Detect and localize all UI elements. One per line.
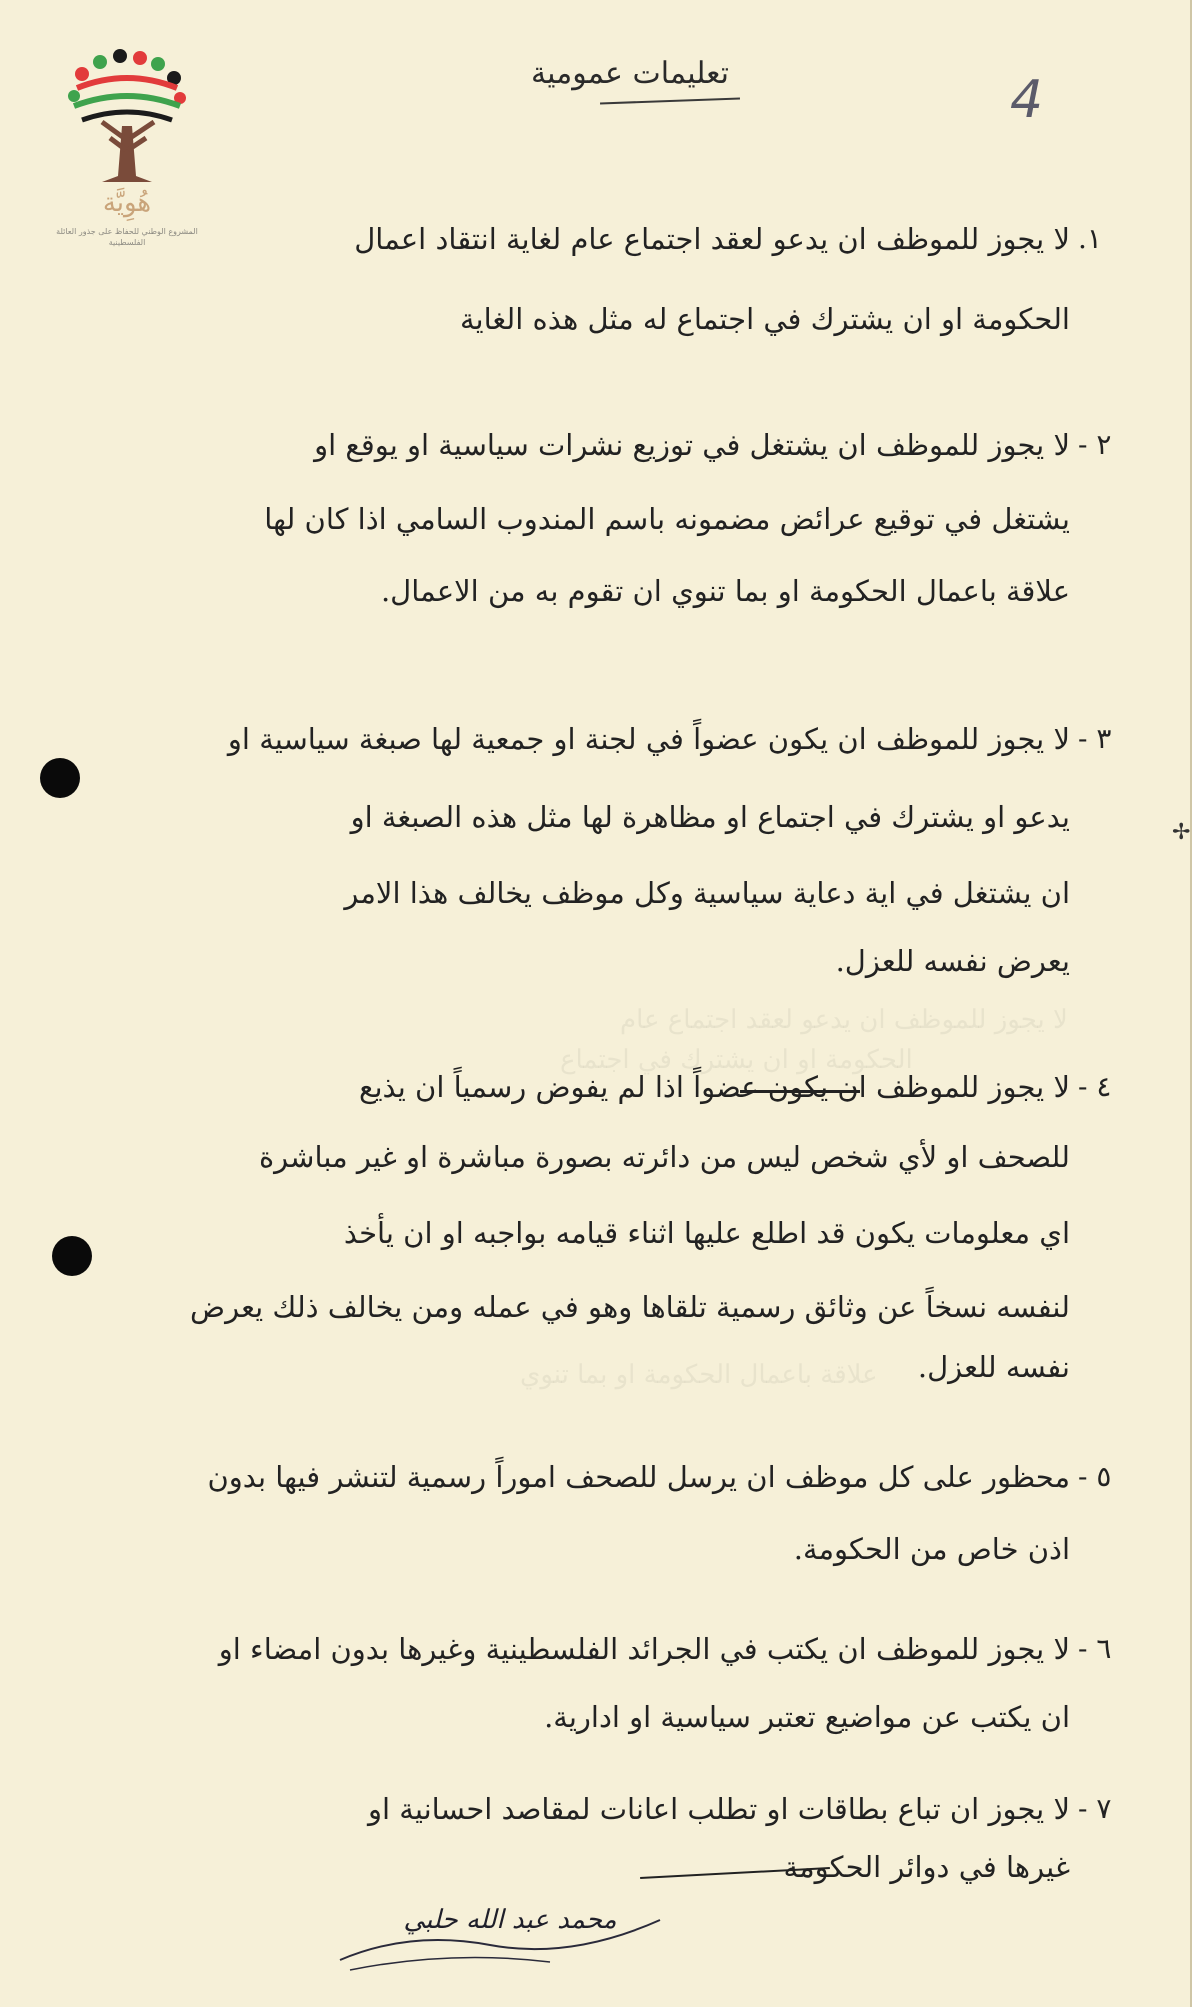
page-number: 4	[1010, 70, 1044, 130]
punch-hole	[52, 1236, 92, 1276]
signature-flourish	[330, 1890, 690, 1980]
item-line: ان يشتغل في اية دعاية سياسية وكل موظف يخالف هذا الامر	[344, 876, 1070, 910]
item-line: يشتغل في توقيع عرائض مضمونه باسم المندوب السامي اذا كان لها	[264, 502, 1070, 536]
item-number: ٢ -	[1078, 428, 1112, 461]
strikethrough-mark	[740, 1090, 860, 1093]
item-line: ان يكتب عن مواضيع تعتبر سياسية او ادارية.	[544, 1700, 1070, 1734]
punch-hole	[40, 758, 80, 798]
item-line: لا يجوز للموظف ان يكون عضواً في لجنة او جمعية لها صبغة سياسية او	[227, 722, 1070, 756]
item-line: غيرها في دوائر الحكومة	[783, 1850, 1070, 1884]
item-line: لا يجوز ان تباع بطاقات او تطلب اعانات لمقاصد احسانية او	[368, 1792, 1070, 1826]
item-line: محظور على كل موظف ان يرسل للصحف اموراً رسمية لتنشر فيها بدون	[207, 1460, 1070, 1494]
item-line: لا يجوز للموظف ان يشتغل في توزيع نشرات سياسية او يوقع او	[314, 428, 1070, 462]
item-line: للصحف او لأي شخص ليس من دائرته بصورة مباشرة او غير مباشرة	[258, 1140, 1070, 1174]
item-line: لا يجوز للموظف ان يدعو لعقد اجتماع عام لغاية انتقاد اعمال	[354, 222, 1070, 256]
item-line: يدعو او يشترك في اجتماع او مظاهرة لها مثل هذه الصبغة او	[350, 800, 1070, 834]
item-line: لا يجوز للموظف ان يكون عضواً اذا لم يفوض رسمياً ان يذيع	[359, 1070, 1070, 1104]
item-number: ٤ -	[1078, 1070, 1112, 1103]
bleed-through-text: علاقة باعمال الحكومة او بما تنوي	[520, 1360, 878, 1390]
margin-mark: ✢	[1172, 820, 1191, 845]
title-underline	[600, 98, 740, 105]
item-number: ٧ -	[1078, 1792, 1112, 1825]
bleed-through-text: لا يجوز للموظف ان يدعو لعقد اجتماع عام	[620, 1005, 1068, 1035]
bleed-through-text: الحكومة او ان يشترك في اجتماع	[560, 1045, 913, 1075]
item-line: نفسه للعزل.	[917, 1350, 1070, 1384]
item-line: اذن خاص من الحكومة.	[793, 1532, 1070, 1566]
item-number: ١.	[1078, 222, 1102, 255]
item-line: اي معلومات يكون قد اطلع عليها اثناء قيامه بواجبه او ان يأخذ	[343, 1216, 1070, 1250]
logo	[56, 48, 198, 263]
item-line: لنفسه نسخاً عن وثائق رسمية تلقاها وهو في عمله ومن يخالف ذلك يعرض	[190, 1290, 1070, 1324]
item-line: علاقة باعمال الحكومة او بما تنوي ان تقوم به من الاعمال.	[380, 574, 1070, 608]
logo-name: هُوِيَّة	[102, 188, 152, 218]
tree-people-icon	[62, 48, 192, 188]
item-number: ٥ -	[1078, 1460, 1112, 1493]
signature: محمد عبد الله حلبي	[403, 1905, 617, 1935]
item-line: يعرض نفسه للعزل.	[835, 944, 1070, 978]
item-line: لا يجوز للموظف ان يكتب في الجرائد الفلسطينية وغيرها بدون امضاء او	[218, 1632, 1070, 1666]
document-title: تعليمات عمومية	[530, 56, 730, 91]
logo-tagline: المشروع الوطني للحفاظ على جذور العائلة الفلسطينية	[56, 227, 198, 247]
item-number: ٣ -	[1078, 722, 1112, 755]
item-number: ٦ -	[1078, 1632, 1112, 1665]
item-line: الحكومة او ان يشترك في اجتماع له مثل هذه الغاية	[459, 302, 1070, 336]
